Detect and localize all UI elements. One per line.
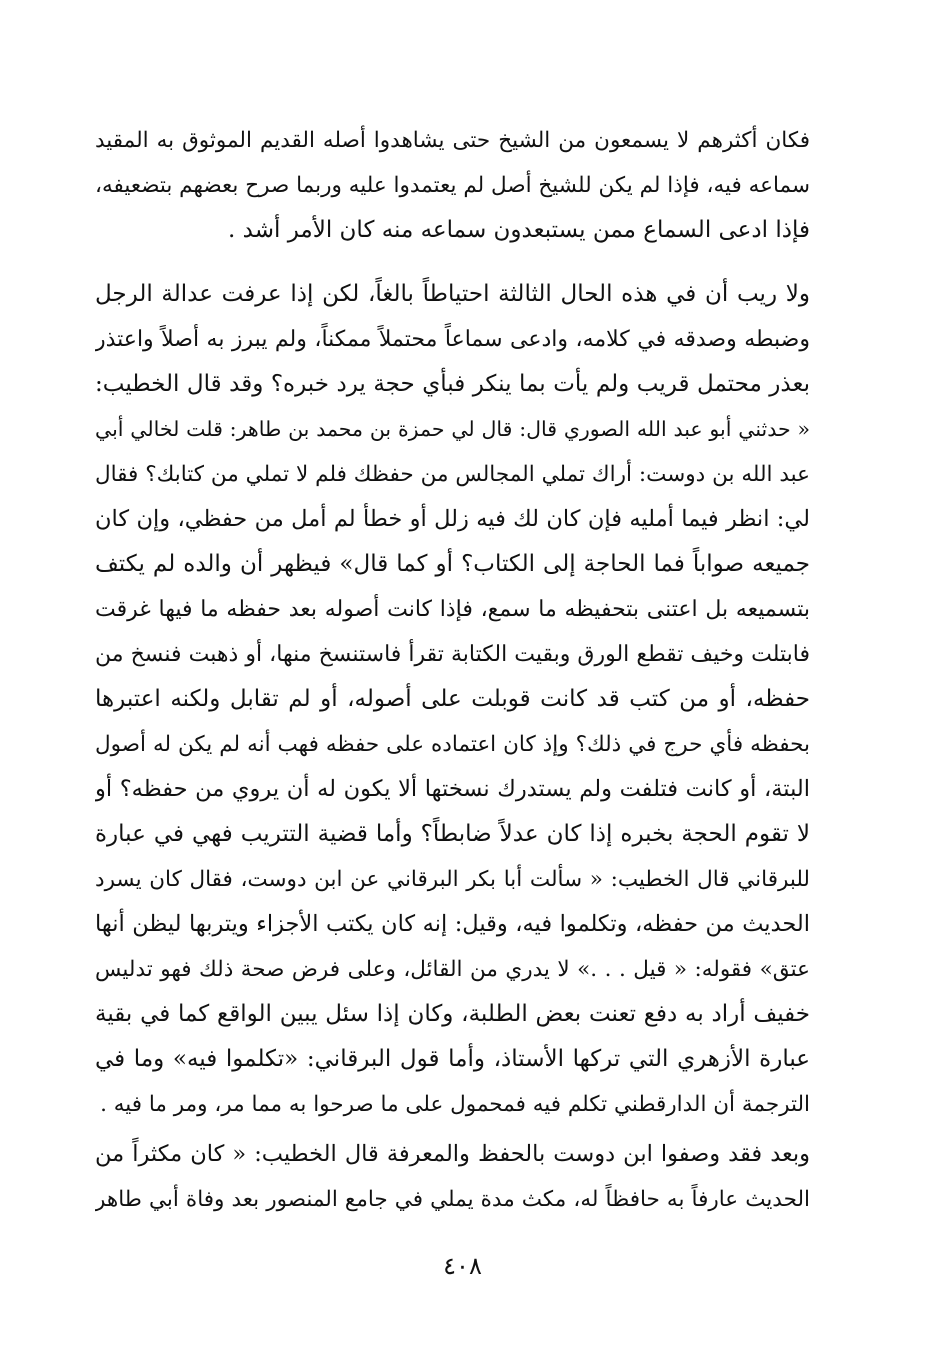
- text-line: الحديث من حفظه، وتكلموا فيه، وقيل: إنه كان يكتب الأجزاء ويتربها ليظن أنها: [95, 911, 810, 937]
- paragraph-2: [95, 272, 810, 1127]
- text-line: فابتلت وخيف تقطع الورق وبقيت الكتابة تقرأ فاستنسخ منها، أو ذهبت فنسخ من: [95, 642, 810, 667]
- text-line: فكان أكثرهم لا يسمعون من الشيخ حتى يشاهدوا أصله القديم الموثوق به المقيد: [95, 128, 810, 153]
- text-line: ولا ريب أن في هذه الحال الثالثة احتياطاً بالغاً، لكن إذا عرفت عدالة الرجل: [95, 281, 810, 307]
- text-line: حفظه، أو من كتب قد كانت قوبلت على أصوله، أو لم تقابل ولكنه اعتبرها: [95, 686, 810, 712]
- text-line: الترجمة أن الدارقطني تكلم فيه فمحمول على ما صرحوا به مما مر، ومر ما فيه .: [100, 1092, 810, 1117]
- text-line: وبعد فقد وصفوا ابن دوست بالحفظ والمعرفة قال الخطيب: « كان مكثراً من: [95, 1141, 810, 1167]
- text-line: الحديث عارفاً به حافظاً له، مكث مدة يملي في جامع المنصور بعد وفاة أبي طاهر: [95, 1187, 810, 1212]
- text-line: سماعه فيه، فإذا لم يكن للشيخ أصل لم يعتمدوا عليه وربما صرح بعضهم بتضعيفه،: [95, 173, 810, 198]
- paragraph-1: [95, 118, 810, 253]
- page-number: ٤٠٨: [443, 1252, 482, 1280]
- paragraph-3: [95, 1132, 810, 1222]
- text-line: البتة، أو كانت فتلفت ولم يستدرك نسختها ألا يكون له أن يروي من حفظه؟ أو: [95, 776, 810, 802]
- text-line: جميعه صواباً فما الحاجة إلى الكتاب؟ أو كما قال» فيظهر أن والده لم يكتف: [95, 551, 810, 577]
- text-line: عتق» فقوله: « قيل . . .» لا يدري من القائل، وعلى فرض صحة ذلك فهو تدليس: [95, 957, 810, 982]
- text-line: بحفظه فأي حرج في ذلك؟ وإذ كان اعتماده على حفظه فهب أنه لم يكن له أصول: [95, 732, 810, 757]
- text-line: بتسميعه بل اعتنى بتحفيظه ما سمع، فإذا كانت أصوله بعد حفظه ما فيها غرقت: [95, 597, 810, 622]
- text-line: « حدثني أبو عبد الله الصوري قال: قال لي حمزة بن محمد بن طاهر: قلت لخالي أبي: [95, 417, 810, 441]
- text-line: عبد الله بن دوست: أراك تملي المجالس من حفظك فلم لا تملي من كتابك؟ فقال: [95, 462, 810, 487]
- text-line: خفيف أراد به دفع تعنت بعض الطلبة، وكان إذا سئل يبين الواقع كما في بقية: [95, 1001, 810, 1027]
- text-line: للبرقاني قال الخطيب: « سألت أبا بكر البرقاني عن ابن دوست، فقال كان يسرد: [95, 867, 810, 892]
- text-line: عبارة الأزهري التي تركها الأستاذ، وأما قول البرقاني: «تكلموا فيه» وما في: [95, 1046, 810, 1072]
- text-line: لي: انظر فيما أمليه فإن كان لك فيه زلل أو خطأ لم أمل من حفظي، وإن كان: [95, 506, 810, 532]
- text-line: فإذا ادعى السماع ممن يستبعدون سماعه منه كان الأمر أشد .: [228, 217, 810, 243]
- text-line: وضبطه وصدقه في كلامه، وادعى سماعاً محتملاً ممكناً، ولم يبرز به أصلاً واعتذر: [95, 327, 810, 352]
- text-line: لا تقوم الحجة بخبره إذا كان عدلاً ضابطاً؟ وأما قضية التتريب فهي في عبارة: [95, 821, 810, 847]
- text-line: بعذر محتمل قريب ولم يأت بما ينكر فبأي حجة يرد خبره؟ وقد قال الخطيب:: [95, 371, 810, 397]
